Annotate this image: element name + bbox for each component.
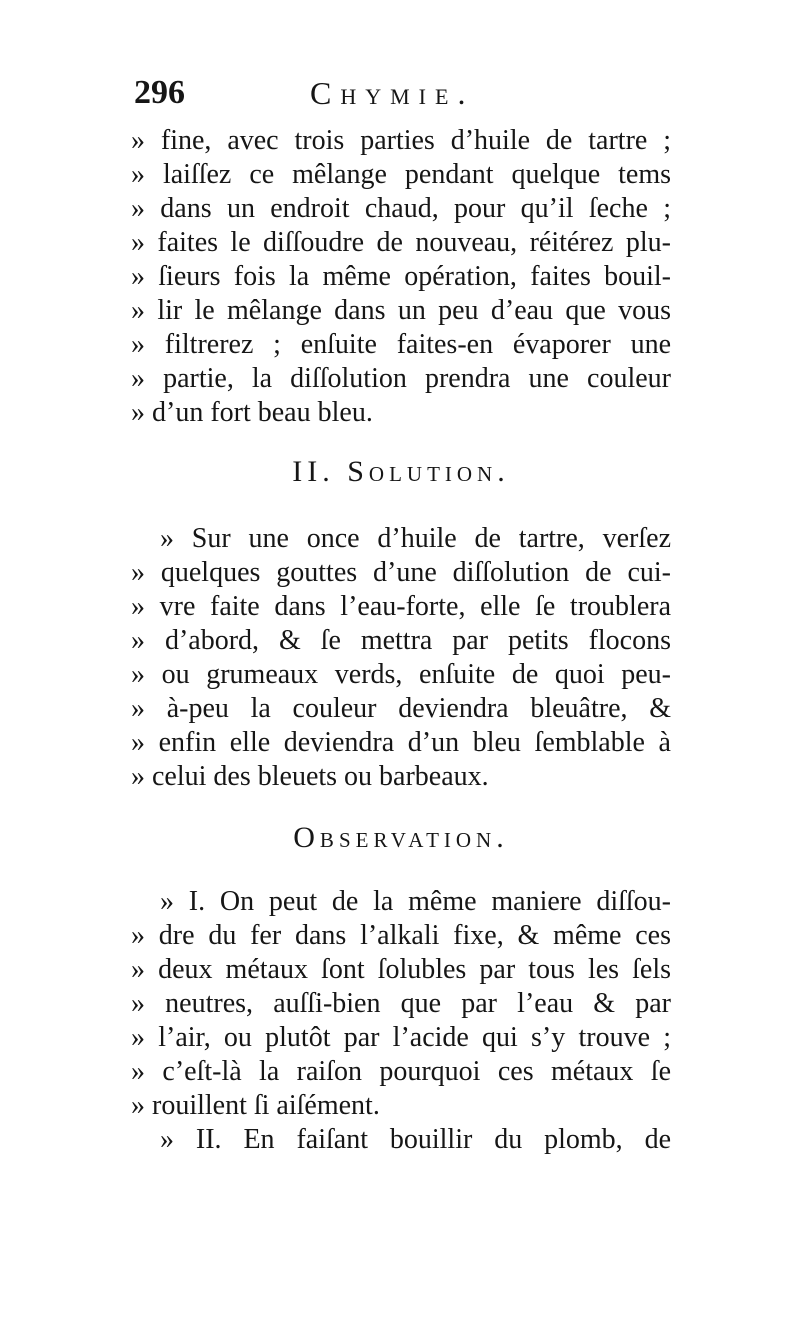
- text-line: » deux métaux ſont ſolubles par tous les ſels: [131, 954, 671, 985]
- text-line: » d’abord, & ſe mettra par petits flocons: [131, 625, 671, 656]
- text-line: » II. En faiſant bouillir du plomb, de: [160, 1124, 671, 1155]
- text-line: » laiſſez ce mêlange pendant quelque tems: [131, 159, 671, 190]
- text-line: » celui des bleuets ou barbeaux.: [131, 761, 489, 792]
- text-line: » fine, avec trois parties d’huile de tartre ;: [131, 125, 671, 156]
- text-line: » dans un endroit chaud, pour qu’il ſeche ;: [131, 193, 671, 224]
- text-line: » c’eſt-là la raiſon pourquoi ces métaux ſe: [131, 1056, 671, 1087]
- text-line: » enfin elle deviendra d’un bleu ſemblable à: [131, 727, 671, 758]
- text-line: » ou grumeaux verds, enſuite de quoi peu-: [131, 659, 671, 690]
- text-line: » dre du fer dans l’alkali fixe, & même ces: [131, 920, 671, 951]
- text-line: » filtrerez ; enſuite faites-en évaporer une: [131, 329, 671, 360]
- text-line: » partie, la diſſolution prendra une couleur: [131, 363, 671, 394]
- text-line: » Sur une once d’huile de tartre, verſez: [160, 523, 671, 554]
- text-line: » rouillent ſi aiſément.: [131, 1090, 380, 1121]
- section-heading-solution: II. Solution.: [292, 455, 510, 488]
- page-header: [134, 68, 674, 118]
- text-line: » l’air, ou plutôt par l’acide qui s’y trouve ;: [131, 1022, 671, 1053]
- text-line: » I. On peut de la même maniere diſſou-: [160, 886, 671, 917]
- text-line: » à-peu la couleur deviendra bleuâtre, &: [131, 693, 671, 724]
- text-line: » neutres, auſſi-bien que par l’eau & par: [131, 988, 671, 1019]
- page-number: 296: [134, 74, 185, 111]
- text-line: » d’un fort beau bleu.: [131, 397, 373, 428]
- text-line: » vre faite dans l’eau-forte, elle ſe troublera: [131, 591, 671, 622]
- text-line: » ſieurs fois la même opération, faites bouil-: [131, 261, 671, 292]
- text-line: » quelques gouttes d’une diſſolution de cui-: [131, 557, 671, 588]
- text-line: » faites le diſſoudre de nouveau, réitérez plu-: [131, 227, 671, 258]
- section-heading-observation: Observation.: [293, 821, 509, 854]
- text-line: » lir le mêlange dans un peu d’eau que vous: [131, 295, 671, 326]
- running-title: Chymie.: [310, 75, 475, 111]
